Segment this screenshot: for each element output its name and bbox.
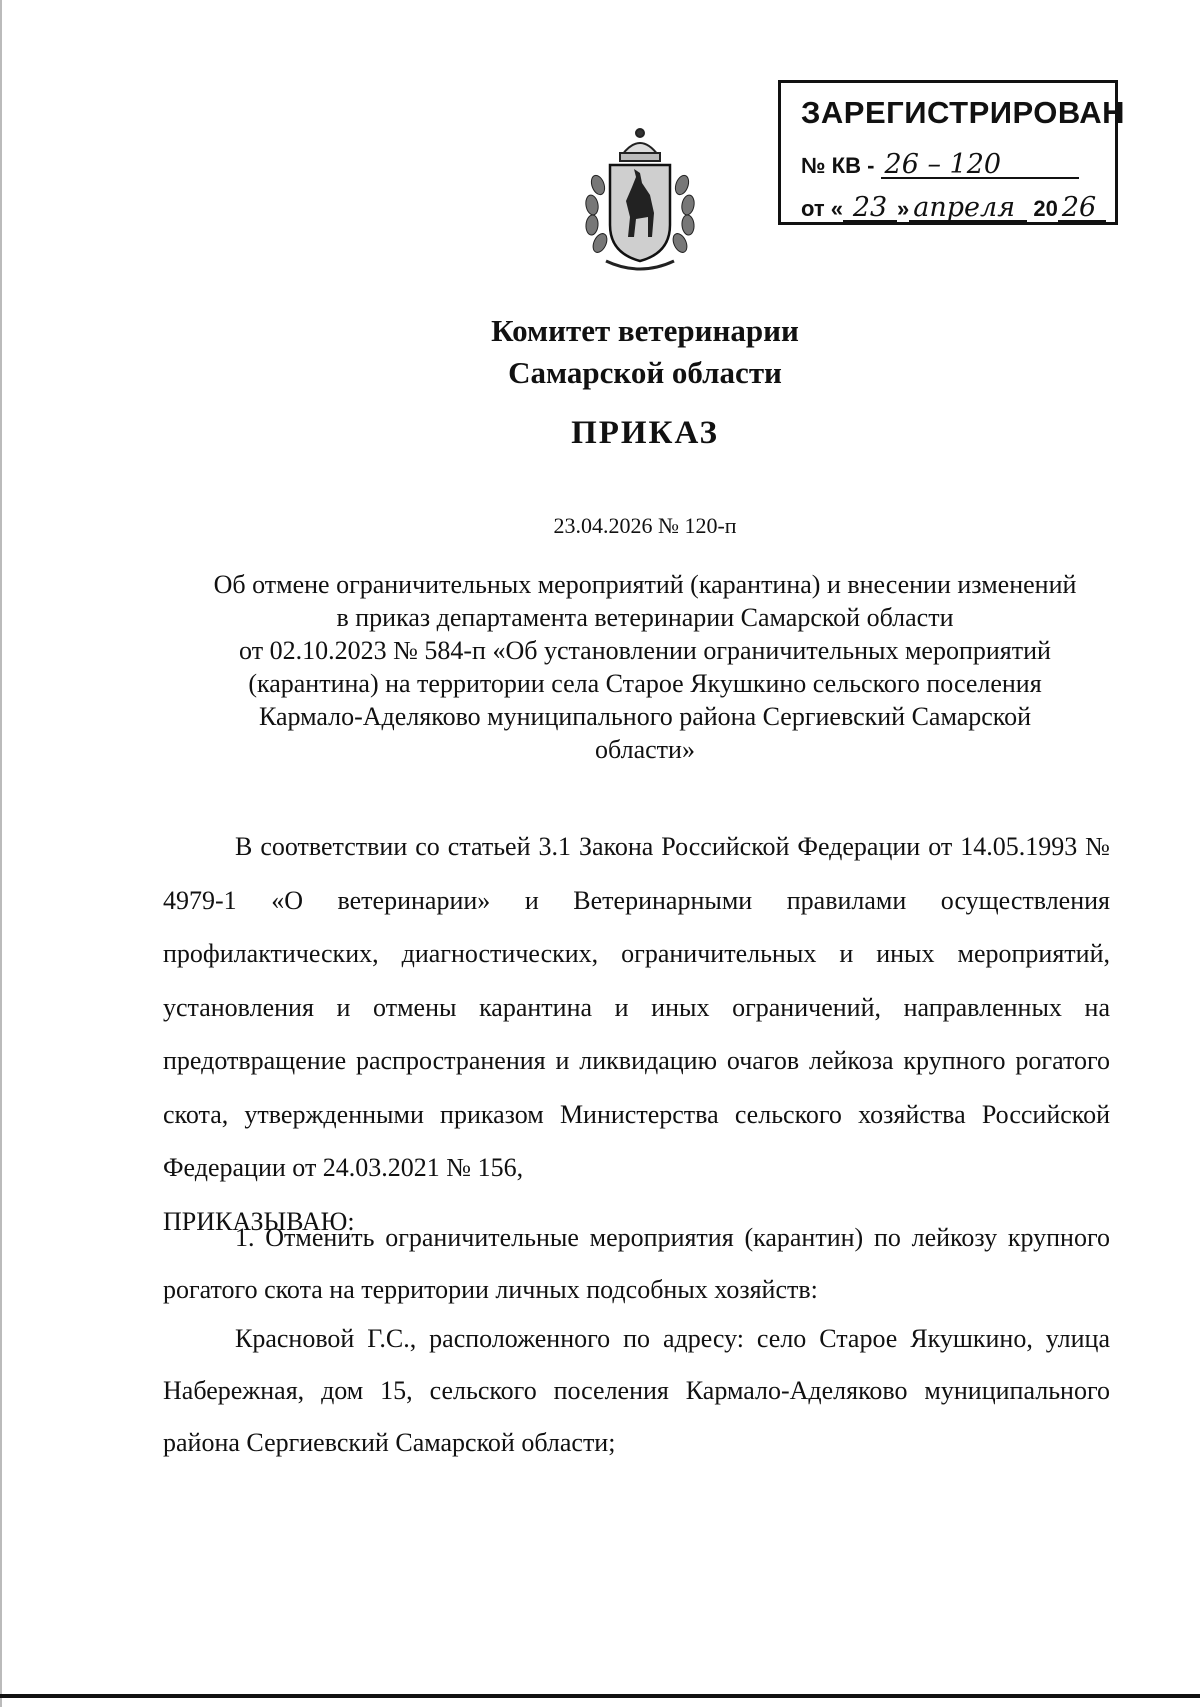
order-word: ПРИКАЗЫВАЮ: <box>163 1206 355 1236</box>
stamp-date-sep: » <box>897 196 910 221</box>
subject-line: Кармало-Аделяково муниципального района Сергиевский Самарской <box>258 702 1032 731</box>
samara-coat-of-arms-icon <box>576 125 704 275</box>
item-1-paragraph: 1. Отменить ограничительные мероприятия (карантин) по лейкозу крупного рогатого скота на территории личных подсобных хозяйств: <box>163 1223 1110 1304</box>
stamp-date-year-suffix: 26 <box>1058 196 1106 222</box>
item-1-block <box>163 1212 1110 1316</box>
subject-line: (карантина) на территории села Старое Якушкино сельского поселения <box>248 669 1042 698</box>
stamp-date-month: апреля <box>909 196 1027 222</box>
item-1-sub-1-block <box>163 1313 1110 1469</box>
organization-line-2: Самарской области <box>508 355 782 390</box>
subject-line: области» <box>595 735 695 764</box>
stamp-number-row <box>801 149 1079 180</box>
stamp-number-label: № КВ - <box>801 153 875 178</box>
scan-left-edge <box>0 0 2 1707</box>
stamp-date-prefix: от « <box>801 196 844 221</box>
document-number-date: 23.04.2026 № 120-п <box>553 513 737 538</box>
preamble-block <box>163 820 1110 1248</box>
scan-bottom-edge <box>0 1694 1200 1698</box>
stamp-number-value: 26 – 120 <box>881 153 1079 179</box>
document-subject <box>100 568 1190 766</box>
subject-line: Об отмене ограничительных мероприятий (карантина) и внесении изменений <box>213 570 1077 599</box>
stamp-date-day: 23 <box>843 196 897 222</box>
subject-line: в приказ департамента ветеринарии Самарской области <box>336 603 954 632</box>
preamble-paragraph: В соответствии со статьей 3.1 Закона Российской Федерации от 14.05.1993 № 4979-1 «О ветеринарии» и Ветеринарными правилами осуществления профилактических, диагностических, ограничительных и иных мероприятий, установления и отмены карантина и иных ограничений, направленных на предотвращение распространения и ликвидацию очагов лейкоза крупного рогатого скота, утвержденными приказом Министерства сельского хозяйства Российской Федерации от 24.03.2021 № 156, <box>163 832 1110 1182</box>
stamp-title: ЗАРЕГИСТРИРОВАН <box>801 95 1126 130</box>
registration-stamp <box>778 80 1126 225</box>
stamp-date-year-prefix: 20 <box>1033 196 1058 221</box>
subject-line: от 02.10.2023 № 584-п «Об установлении ограничительных мероприятий <box>239 636 1051 665</box>
item-1-sub-1-paragraph: Красновой Г.С., расположенного по адресу: село Старое Якушкино, улица Набережная, дом 15, сельского поселения Кармало-Аделяково муниципального района Сергиевский Самарской области; <box>163 1324 1110 1457</box>
organization-name <box>100 310 1190 394</box>
document-type: ПРИКАЗ <box>571 415 719 451</box>
stamp-date-row <box>801 192 1106 223</box>
organization-line-1: Комитет ветеринарии <box>491 313 799 348</box>
